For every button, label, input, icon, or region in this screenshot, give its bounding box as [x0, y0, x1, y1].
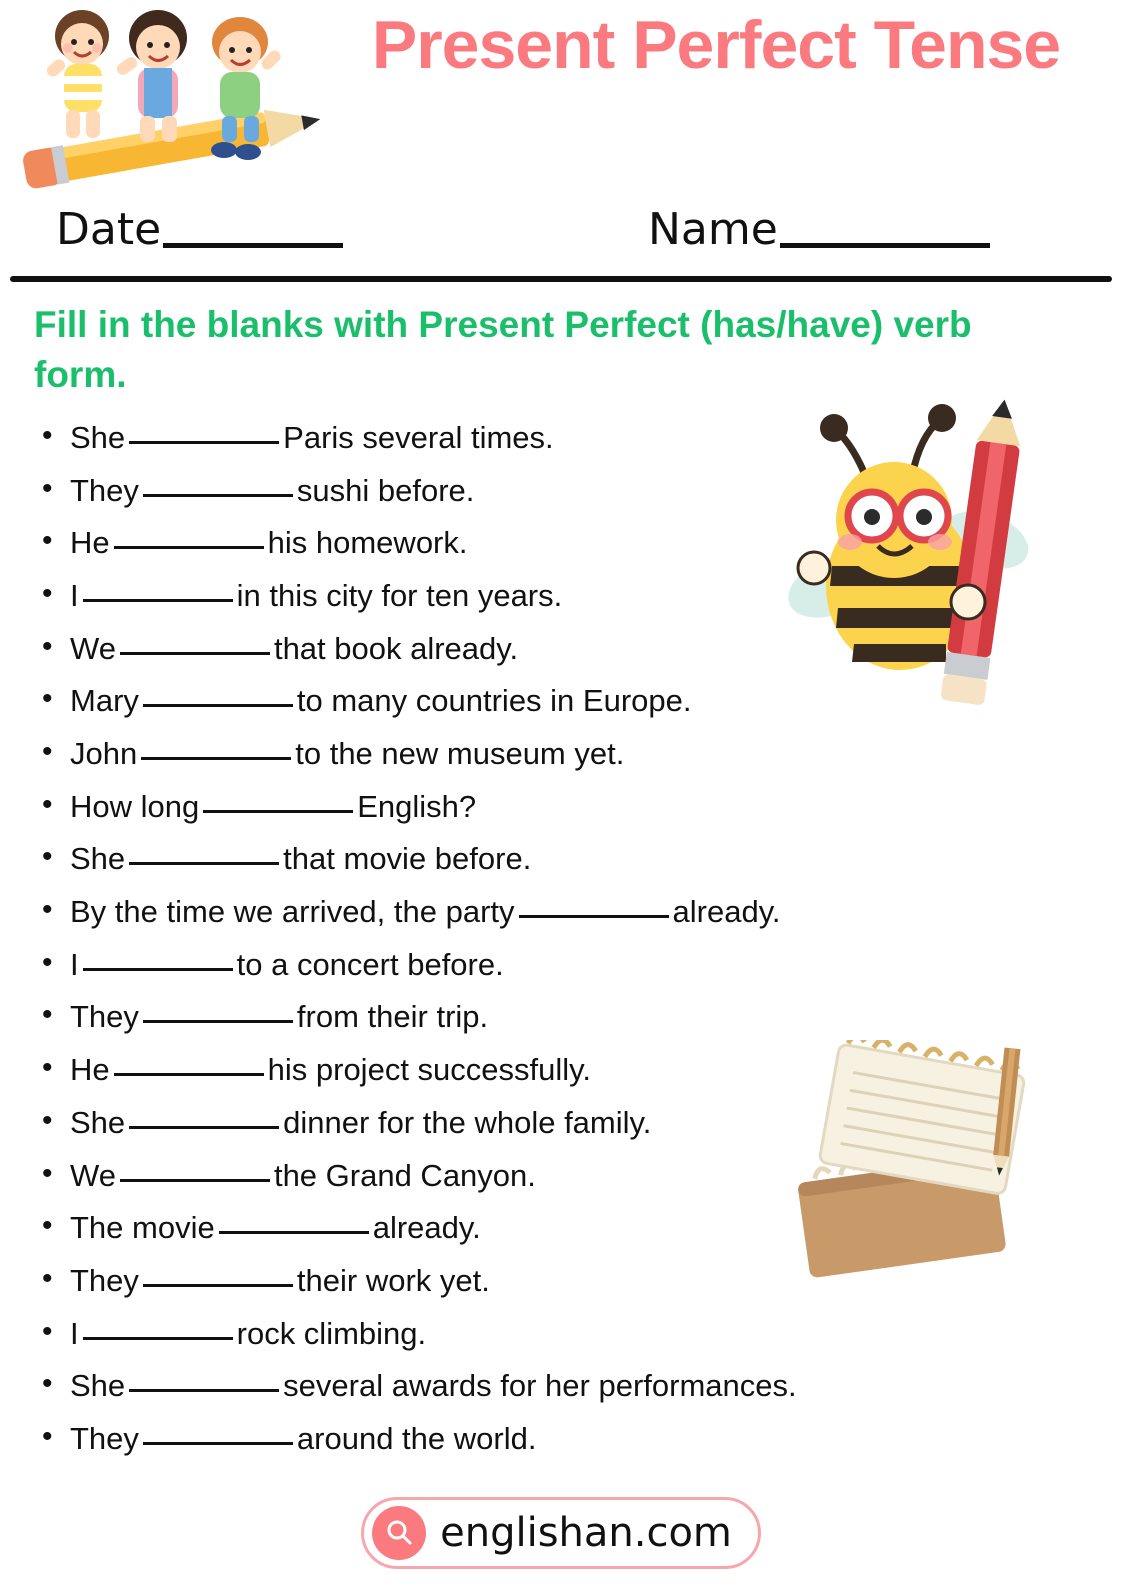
name-blank[interactable] [780, 243, 990, 248]
question-text-after: rock climbing. [236, 1315, 427, 1351]
question-text-after: sushi before. [296, 472, 475, 508]
question-text-before: We [70, 1157, 116, 1193]
name-field-label [648, 204, 990, 255]
answer-blank[interactable] [519, 915, 669, 918]
answer-blank[interactable] [203, 810, 353, 813]
question-text-before: How long [70, 788, 200, 824]
answer-blank[interactable] [143, 1284, 293, 1287]
question-text-after: to many countries in Europe. [296, 683, 692, 719]
question-item [70, 781, 1122, 834]
question-text-before: I [70, 1315, 79, 1351]
question-text-after: Paris several times. [283, 419, 554, 455]
answer-blank[interactable] [114, 1073, 264, 1076]
answer-blank[interactable] [129, 862, 279, 865]
question-text-before: They [70, 1420, 139, 1456]
question-text-before: She [70, 1368, 126, 1404]
date-field-label [56, 204, 343, 255]
question-text-before: I [70, 577, 79, 613]
question-item [70, 1413, 1122, 1466]
question-text-after: to a concert before. [236, 946, 504, 982]
kids-on-pencil-icon [8, 2, 338, 197]
question-text-after: their work yet. [296, 1262, 490, 1298]
question-text-before: She [70, 841, 126, 877]
question-text-after: around the world. [296, 1420, 537, 1456]
question-item [70, 833, 1122, 886]
footer [0, 1497, 1122, 1569]
answer-blank[interactable] [143, 494, 293, 497]
name-label-text: Name [648, 204, 778, 255]
question-text-before: They [70, 999, 139, 1035]
answer-blank[interactable] [141, 757, 291, 760]
question-text-after: in this city for ten years. [236, 577, 563, 613]
bee-with-pencil-icon [772, 390, 1052, 720]
answer-blank[interactable] [83, 599, 233, 602]
search-icon [372, 1506, 426, 1560]
question-text-before: We [70, 630, 116, 666]
answer-blank[interactable] [143, 1020, 293, 1023]
question-text-after: already. [672, 894, 781, 930]
question-text-before: She [70, 1104, 126, 1140]
question-text-after: dinner for the whole family. [283, 1104, 652, 1140]
question-text-after: several awards for her performances. [283, 1368, 797, 1404]
question-text-before: By the time we arrived, the party [70, 894, 515, 930]
answer-blank[interactable] [129, 1389, 279, 1392]
question-text-after: the Grand Canyon. [273, 1157, 536, 1193]
answer-blank[interactable] [219, 1231, 369, 1234]
worksheet-header [0, 0, 1122, 200]
question-text-before: He [70, 1052, 110, 1088]
question-text-before: They [70, 1262, 139, 1298]
question-text-after: already. [372, 1210, 481, 1246]
instruction-text: Fill in the blanks with Present Perfect (has/have) verb form. [34, 304, 972, 395]
notebook-with-pencil-icon [774, 1040, 1044, 1290]
question-text-before: I [70, 946, 79, 982]
answer-blank[interactable] [83, 1337, 233, 1340]
question-text-after: his project successfully. [267, 1052, 591, 1088]
question-text-before: Mary [70, 683, 139, 719]
answer-blank[interactable] [114, 546, 264, 549]
date-label-text: Date [56, 204, 162, 255]
header-divider [10, 276, 1112, 282]
question-text-after: his homework. [267, 525, 468, 561]
question-item [70, 991, 1122, 1044]
question-text-after: from their trip. [296, 999, 489, 1035]
answer-blank[interactable] [120, 652, 270, 655]
answer-blank[interactable] [120, 1179, 270, 1182]
question-text-after: that book already. [273, 630, 519, 666]
question-text-before: The movie [70, 1210, 215, 1246]
question-text-before: He [70, 525, 110, 561]
page-title: Present Perfect Tense [371, 7, 1061, 83]
date-blank[interactable] [163, 243, 343, 248]
question-item [70, 1308, 1122, 1361]
answer-blank[interactable] [143, 704, 293, 707]
question-item [70, 886, 1122, 939]
question-text-before: They [70, 472, 139, 508]
question-text-before: She [70, 419, 126, 455]
date-name-row [28, 200, 1094, 270]
brand-pill[interactable] [361, 1497, 761, 1569]
question-item [70, 728, 1122, 781]
question-text-before: John [70, 736, 138, 771]
question-item [70, 939, 1122, 992]
answer-blank[interactable] [129, 441, 279, 444]
answer-blank[interactable] [143, 1442, 293, 1445]
question-text-after: English? [357, 788, 477, 824]
answer-blank[interactable] [83, 968, 233, 971]
question-item [70, 1360, 1122, 1413]
answer-blank[interactable] [129, 1126, 279, 1129]
question-text-after: to the new museum yet. [295, 736, 625, 771]
question-text-after: that movie before. [283, 841, 532, 877]
brand-label: englishan.com [440, 1510, 732, 1556]
